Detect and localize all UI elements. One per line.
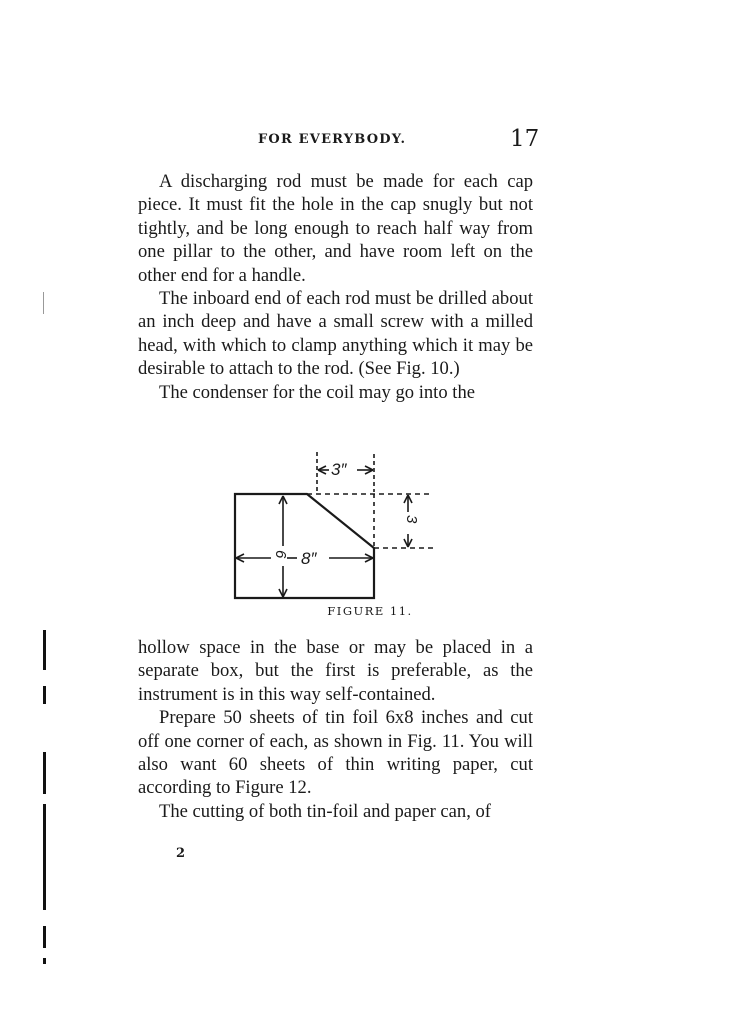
dimension-width-label: 8″ bbox=[301, 549, 317, 568]
scan-mark bbox=[43, 958, 46, 964]
scan-mark bbox=[43, 292, 44, 314]
paragraph: The cutting of both tin-foil and paper can, of bbox=[159, 800, 492, 822]
running-head: FOR EVERYBODY. bbox=[258, 132, 407, 147]
scan-mark bbox=[43, 804, 46, 910]
paragraph: The inboard end of each rod must be drilled about an inch deep and have a small screw with a milled head, with which to clamp anything which it may be desirable to attach to the rod. (See Fig. 10.) bbox=[138, 288, 533, 380]
signature-mark: 2 bbox=[176, 846, 186, 861]
dimension-top-label: 3″ bbox=[331, 460, 347, 479]
dimension-right-label: 3 bbox=[403, 515, 420, 524]
page-number: 17 bbox=[510, 126, 540, 152]
scan-mark bbox=[43, 686, 46, 704]
dimension-height-label: 6 bbox=[272, 550, 289, 559]
paragraph: A discharging rod must be made for each cap piece. It must fit the hole in the cap snugly but not tightly, and be long enough to reach half way from one pillar to the other, and have room left on the other end for a handle. bbox=[138, 171, 533, 286]
body-text-lower bbox=[138, 636, 533, 823]
scan-mark bbox=[43, 630, 46, 670]
page-header bbox=[0, 126, 732, 156]
scan-mark bbox=[43, 752, 46, 794]
tin-foil-sheet-outline bbox=[235, 494, 374, 598]
figure-11-diagram bbox=[225, 448, 440, 606]
figure-caption: FIGURE 11. bbox=[327, 604, 413, 618]
paragraph: Prepare 50 sheets of tin foil 6x8 inches and cut off one corner of each, as shown in Fig. 11. You will also want 60 sheets of thin writing paper, cut according to Figure 12. bbox=[138, 707, 533, 799]
paragraph: The condenser for the coil may go into the bbox=[159, 381, 475, 403]
scan-mark bbox=[43, 926, 46, 948]
body-text-upper bbox=[138, 170, 533, 404]
paragraph: hollow space in the base or may be placed in a separate box, but the first is preferable, as the instrument is in this way self-contained. bbox=[138, 637, 533, 705]
